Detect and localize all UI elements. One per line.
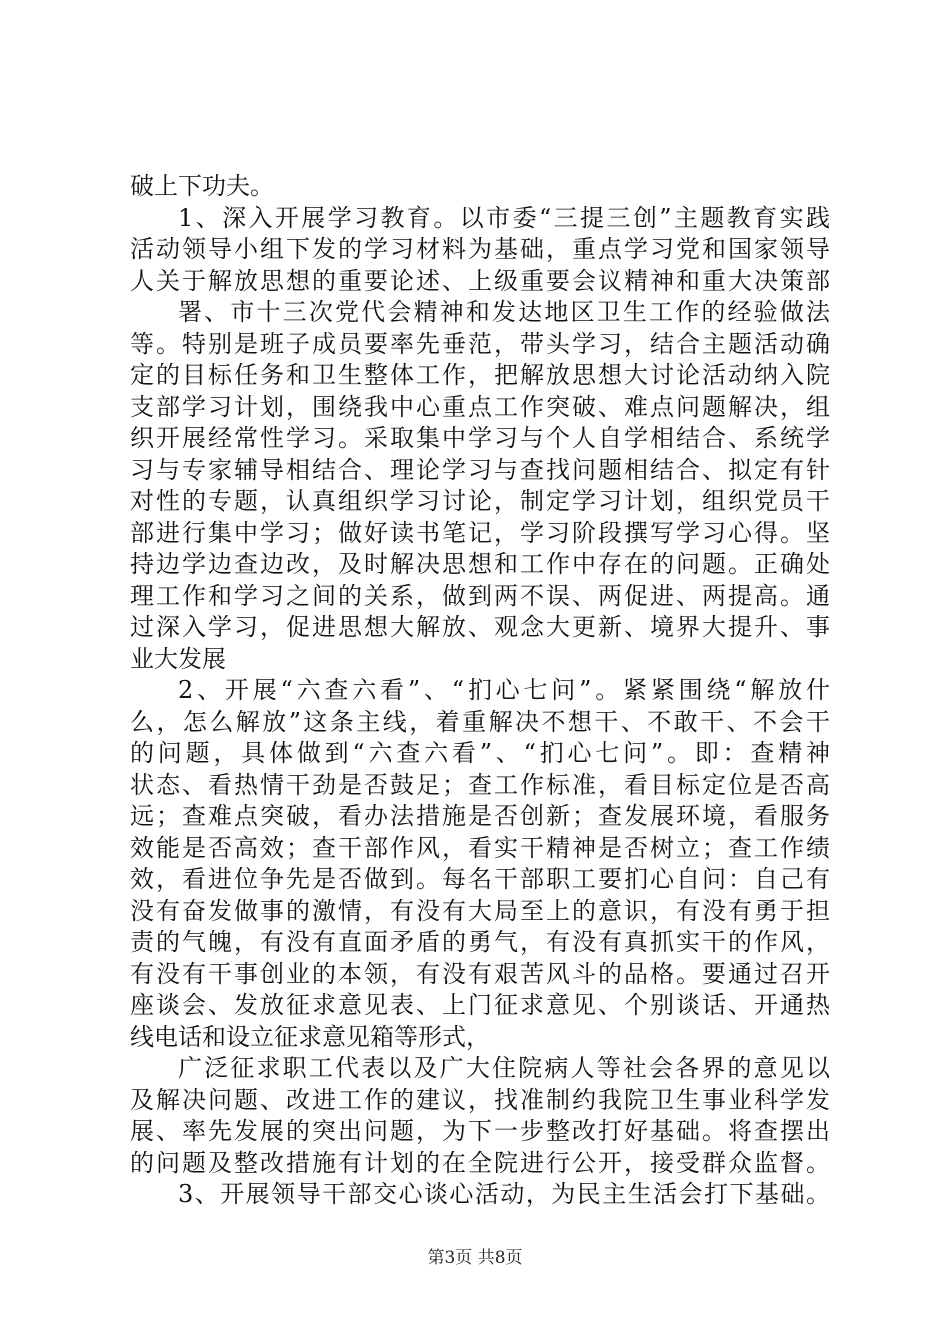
text-line: 持边学边查边改，及时解决思想和工作中存在的问题。正确处 [130, 550, 830, 578]
text-line: 么，怎么解放”这条主线，着重解决不想干、不敢干、不会干 [130, 707, 830, 736]
text-line: 活动领导小组下发的学习材料为基础，重点学习党和国家领导 [130, 235, 830, 263]
text-line: 署、市十三次党代会精神和发达地区卫生工作的经验做法 [178, 298, 830, 326]
text-line: 3、开展领导干部交心谈心活动，为民主生活会打下基础。 [178, 1180, 830, 1208]
text-line: 没有奋发做事的激情，有没有大局至上的意识，有没有勇于担 [130, 896, 830, 925]
text-line: 的问题，具体做到“六查六看”、“扪心七问”。即：查精神 [130, 739, 830, 767]
text-line: 对性的专题，认真组织学习讨论，制定学习计划，组织党员干 [130, 487, 830, 515]
text-line: 织开展经常性学习。采取集中学习与个人自学相结合、系统学 [130, 424, 830, 452]
text-line: 业大发展 [130, 644, 226, 673]
text-line: 远；查难点突破，看办法措施是否创新；查发展环境，看服务 [130, 802, 830, 830]
text-line: 破上下功夫。 [130, 172, 274, 200]
text-line: 支部学习计划，围绕我中心重点工作突破、难点问题解决，组 [130, 392, 830, 421]
text-line: 线电话和设立征求意见箱等形式， [130, 1022, 490, 1051]
text-line: 效，看进位争先是否做到。每名干部职工要扪心自问：自己有 [130, 865, 830, 893]
text-line: 广泛征求职工代表以及广大住院病人等社会各界的意见以 [178, 1054, 830, 1082]
text-line: 展、率先发展的突出问题，为下一步整改打好基础。将查摆出 [130, 1117, 830, 1145]
text-line: 效能是否高效；查干部作风，看实干精神是否树立；查工作绩 [130, 833, 830, 862]
text-line: 部进行集中学习；做好读书笔记，学习阶段撰写学习心得。坚 [130, 518, 830, 547]
text-line: 状态、看热情干劲是否鼓足；查工作标准，看目标定位是否高 [130, 770, 830, 799]
text-line: 等。特别是班子成员要率先垂范，带头学习，结合主题活动确 [130, 329, 830, 358]
text-line: 有没有干事创业的本领，有没有艰苦风斗的品格。要通过召开 [130, 959, 830, 988]
text-line: 及解决问题、改进工作的建议，找准制约我院卫生事业科学发 [130, 1085, 830, 1114]
text-line: 2、开展“六查六看”、“扪心七问”。紧紧围绕“解放什 [178, 676, 830, 704]
text-line: 定的目标任务和卫生整体工作，把解放思想大讨论活动纳入院 [130, 361, 830, 389]
text-line: 习与专家辅导相结合、理论学习与查找问题相结合、拟定有针 [130, 455, 830, 484]
page-footer: 第3页 共8页 [427, 1248, 523, 1268]
text-line: 的问题及整改措施有计划的在全院进行公开，接受群众监督。 [130, 1148, 830, 1177]
text-line: 过深入学习，促进思想大解放、观念大更新、境界大提升、事 [130, 613, 830, 641]
text-line: 1、深入开展学习教育。以市委“三提三创”主题教育实践 [178, 203, 830, 232]
text-line: 人关于解放思想的重要论述、上级重要会议精神和重大决策部 [130, 266, 830, 295]
text-line: 座谈会、发放征求意见表、上门征求意见、个别谈话、开通热 [130, 991, 830, 1019]
document-body [130, 171, 830, 1211]
text-line: 责的气魄，有没有直面矛盾的勇气，有没有真抓实干的作风， [130, 928, 830, 956]
text-line: 理工作和学习之间的关系，做到两不误、两促进、两提高。通 [130, 581, 830, 610]
